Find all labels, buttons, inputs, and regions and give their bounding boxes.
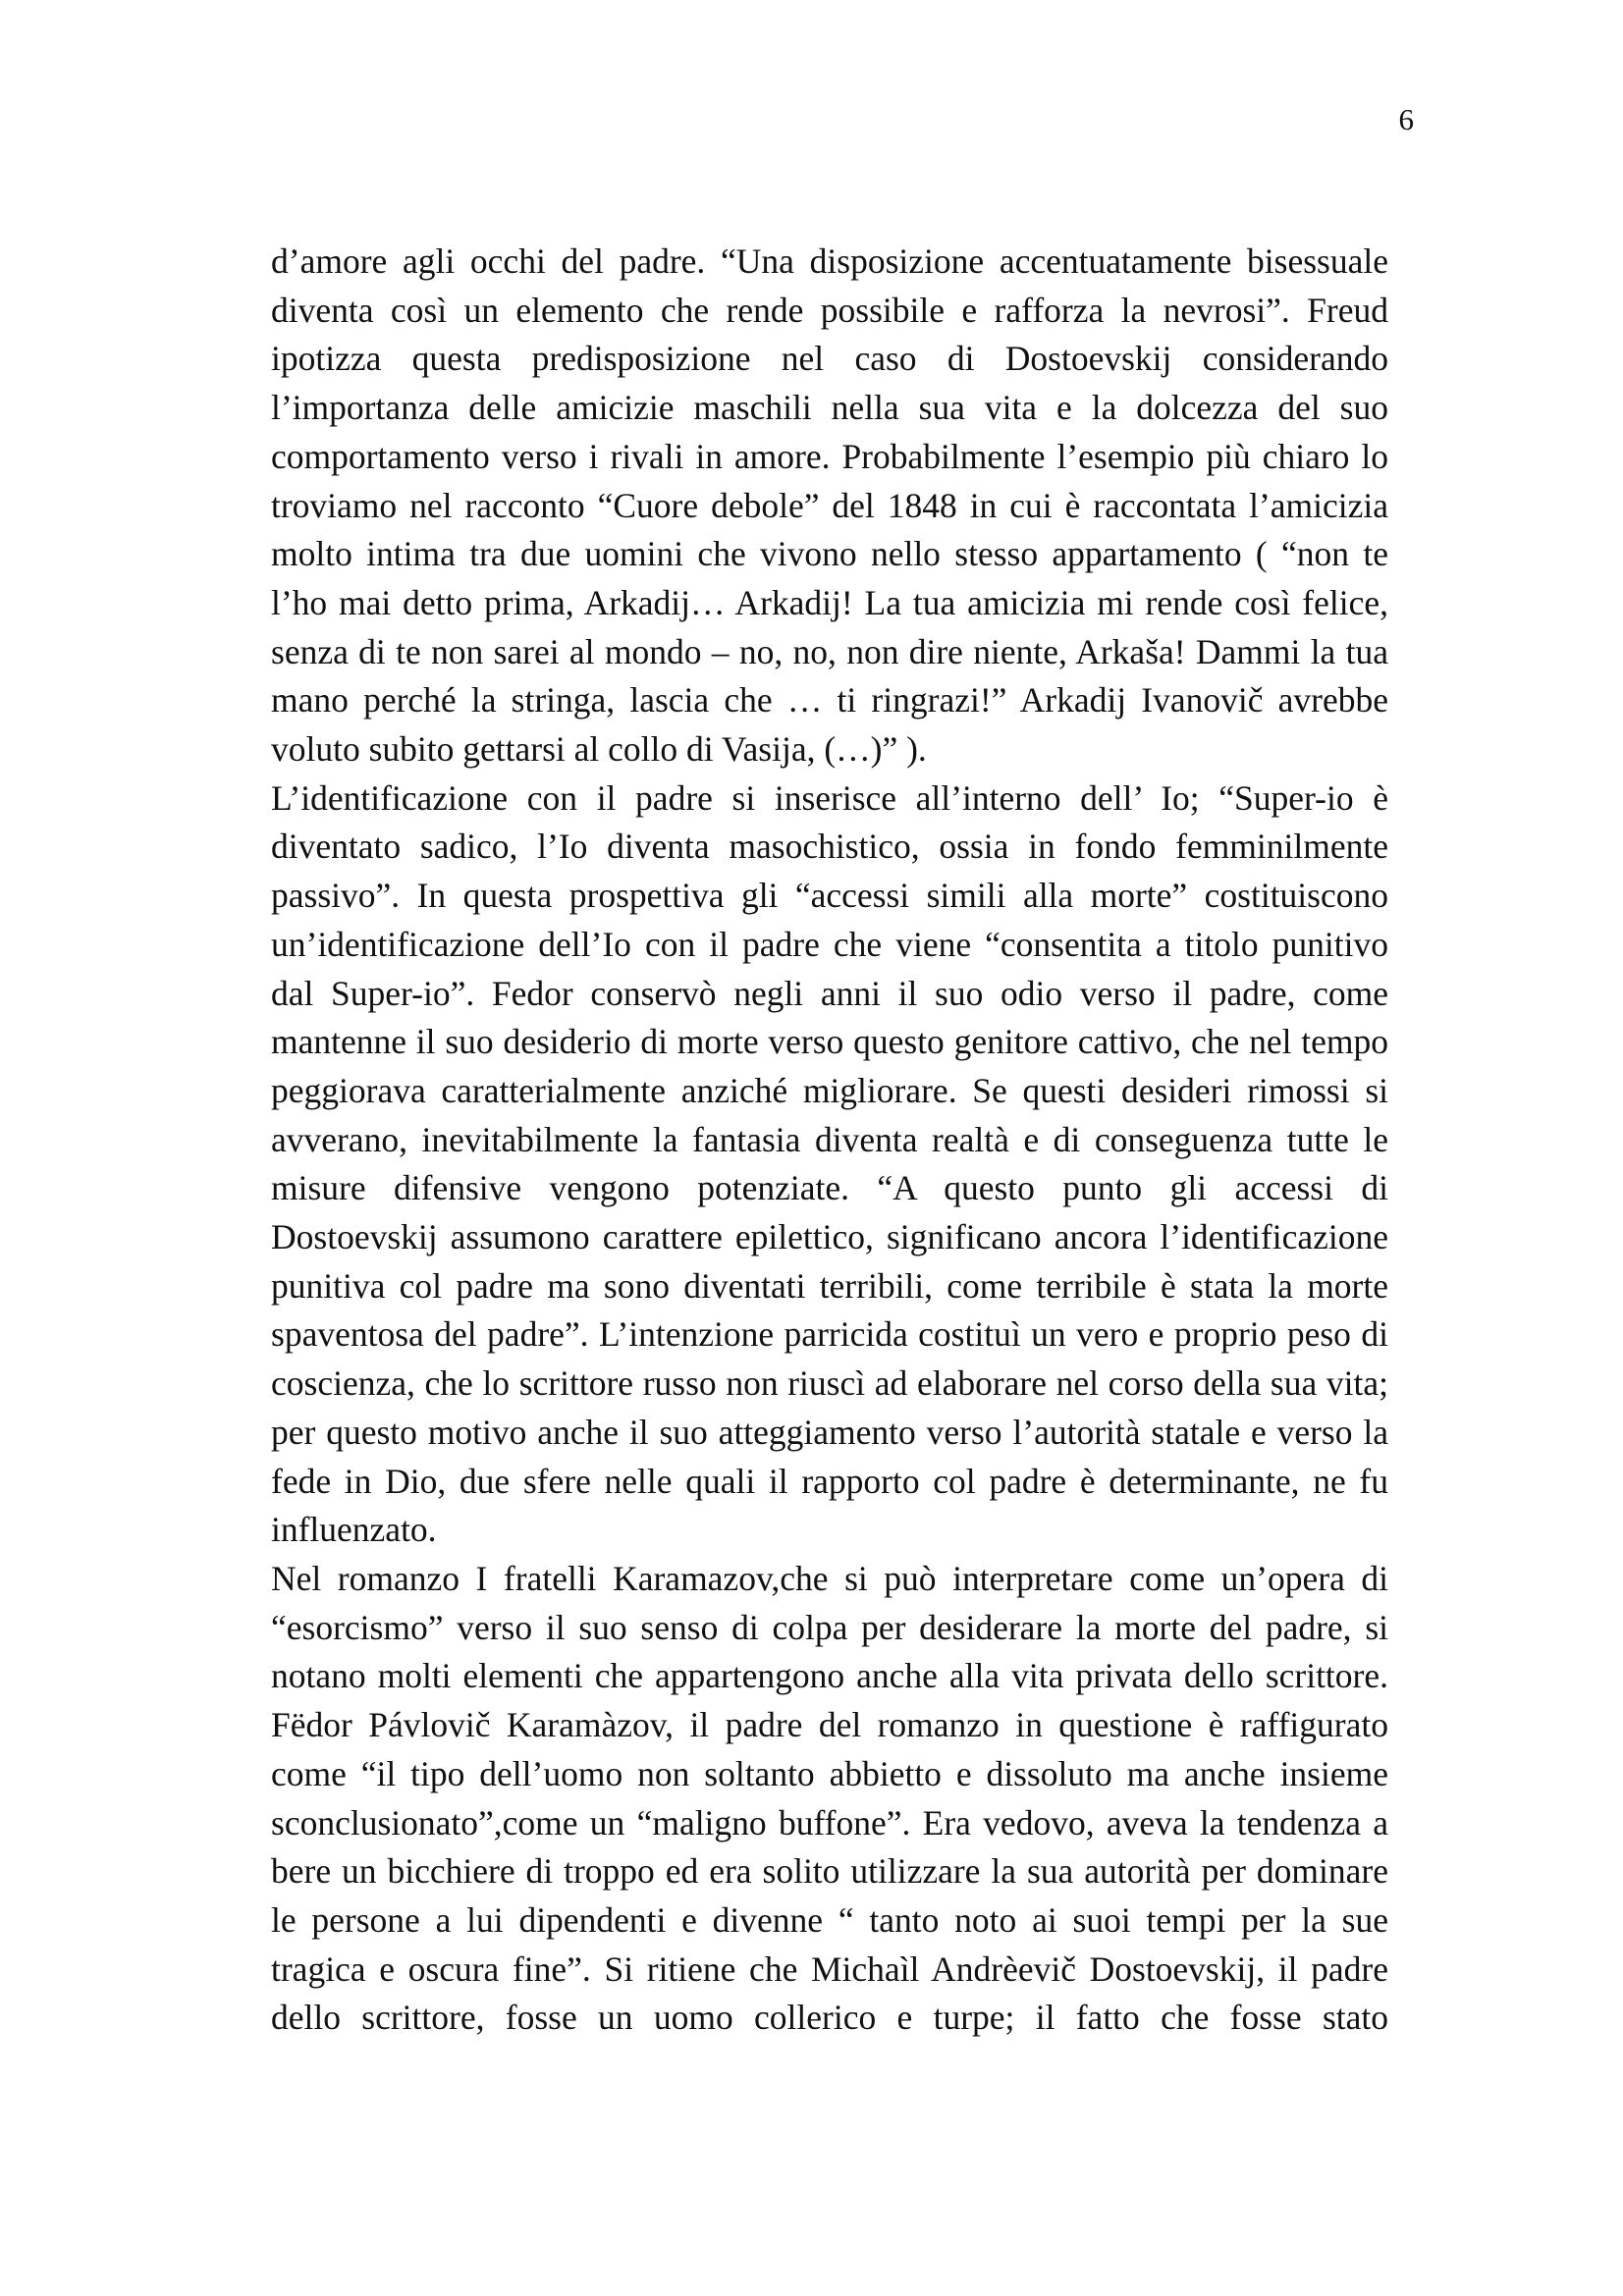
page-number: 6 [1398,102,1414,136]
body-text [271,238,1388,2043]
text-line: mano perché la stringa, lascia che … ti ringrazi!” Arkadij Ivanovič avrebbe [271,680,1388,721]
text-line: le persone a lui dipendenti e divenne “ tanto noto ai suoi tempi per la sue [271,1899,1388,1940]
text-line: avverano, inevitabilmente la fantasia diventa realtà e di conseguenza tutte le [271,1119,1388,1159]
text-line: senza di te non sarei al mondo – no, no, non dire niente, Arkaša! Dammi la tua [271,631,1388,671]
text-line: bere un bicchiere di troppo ed era solito utilizzare la sua autorità per dominare [271,1851,1388,1892]
text-line: d’amore agli occhi del padre. “Una disposizione accentuatamente bisessuale [271,241,1388,281]
text-line: molto intima tra due uomini che vivono nello stesso appartamento ( “non te [271,534,1388,574]
text-line: “esorcismo” verso il suo senso di colpa per desiderare la morte del padre, si [271,1607,1388,1647]
text-line: Dostoevskij assumono carattere epilettico, significano ancora l’identificazione [271,1217,1388,1257]
paragraph-3 [271,1555,1388,2043]
text-line: diventa così un elemento che rende possibile e rafforza la nevrosi”. Freud [271,290,1388,330]
paragraph-1 [271,238,1388,774]
paragraph-2 [271,774,1388,1555]
text-line: punitiva col padre ma sono diventati terribili, come terribile è stata la morte [271,1265,1388,1306]
text-line: troviamo nel racconto “Cuore debole” del 1848 in cui è raccontata l’amicizia [271,485,1388,525]
text-line: come “il tipo dell’uomo non soltanto abbietto e dissoluto ma anche insieme [271,1753,1388,1793]
text-line: dal Super-io”. Fedor conservò negli anni il suo odio verso il padre, come [271,973,1388,1013]
text-line: coscienza, che lo scrittore russo non riuscì ad elaborare nel corso della sua vita; [271,1363,1388,1404]
text-line: per questo motivo anche il suo atteggiamento verso l’autorità statale e verso la [271,1412,1388,1452]
text-line: comportamento verso i rivali in amore. Probabilmente l’esempio più chiaro lo [271,436,1388,476]
text-line: fede in Dio, due sfere nelle quali il rapporto col padre è determinante, ne fu [271,1461,1388,1501]
text-line: influenzato. [271,1510,437,1550]
text-line: notano molti elementi che appartengono anche alla vita privata dello scrittore. [271,1656,1388,1696]
text-line: dello scrittore, fosse un uomo collerico e turpe; il fatto che fosse stato [271,1998,1388,2038]
text-line: Nel romanzo I fratelli Karamazov,che si può interpretare come un’opera di [271,1558,1388,1598]
text-line: un’identificazione dell’Io con il padre che viene “consentita a titolo punitivo [271,924,1388,964]
text-line: L’identificazione con il padre si inserisce all’interno dell’ Io; “Super-io è [271,777,1388,818]
text-line: tragica e oscura fine”. Si ritiene che Michaìl Andrèevič Dostoevskij, il padre [271,1949,1388,1989]
text-line: diventato sadico, l’Io diventa masochistico, ossia in fondo femminilmente [271,827,1388,867]
text-line: spaventosa del padre”. L’intenzione parricida costituì un vero e proprio peso di [271,1314,1388,1355]
text-line: peggiorava caratterialmente anziché migliorare. Se questi desideri rimossi si [271,1070,1388,1110]
text-line: passivo”. In questa prospettiva gli “accessi simili alla morte” costituiscono [271,876,1388,916]
text-line: mantenne il suo desiderio di morte verso questo genitore cattivo, che nel tempo [271,1022,1388,1062]
text-line: ipotizza questa predisposizione nel caso di Dostoevskij considerando [271,339,1388,379]
text-line: Fëdor Pávlovič Karamàzov, il padre del romanzo in questione è raffigurato [271,1705,1388,1745]
text-line: sconclusionato”,come un “maligno buffone”. Era vedovo, aveva la tendenza a [271,1802,1388,1842]
text-line: l’ho mai detto prima, Arkadij… Arkadij! La tua amicizia mi rende così felice, [271,582,1388,622]
text-line: misure difensive vengono potenziate. “A questo punto gli accessi di [271,1168,1388,1208]
text-line: l’importanza delle amicizie maschili nella sua vita e la dolcezza del suo [271,388,1388,428]
text-line: voluto subito gettarsi al collo di Vasija, (…)” ). [271,729,927,770]
